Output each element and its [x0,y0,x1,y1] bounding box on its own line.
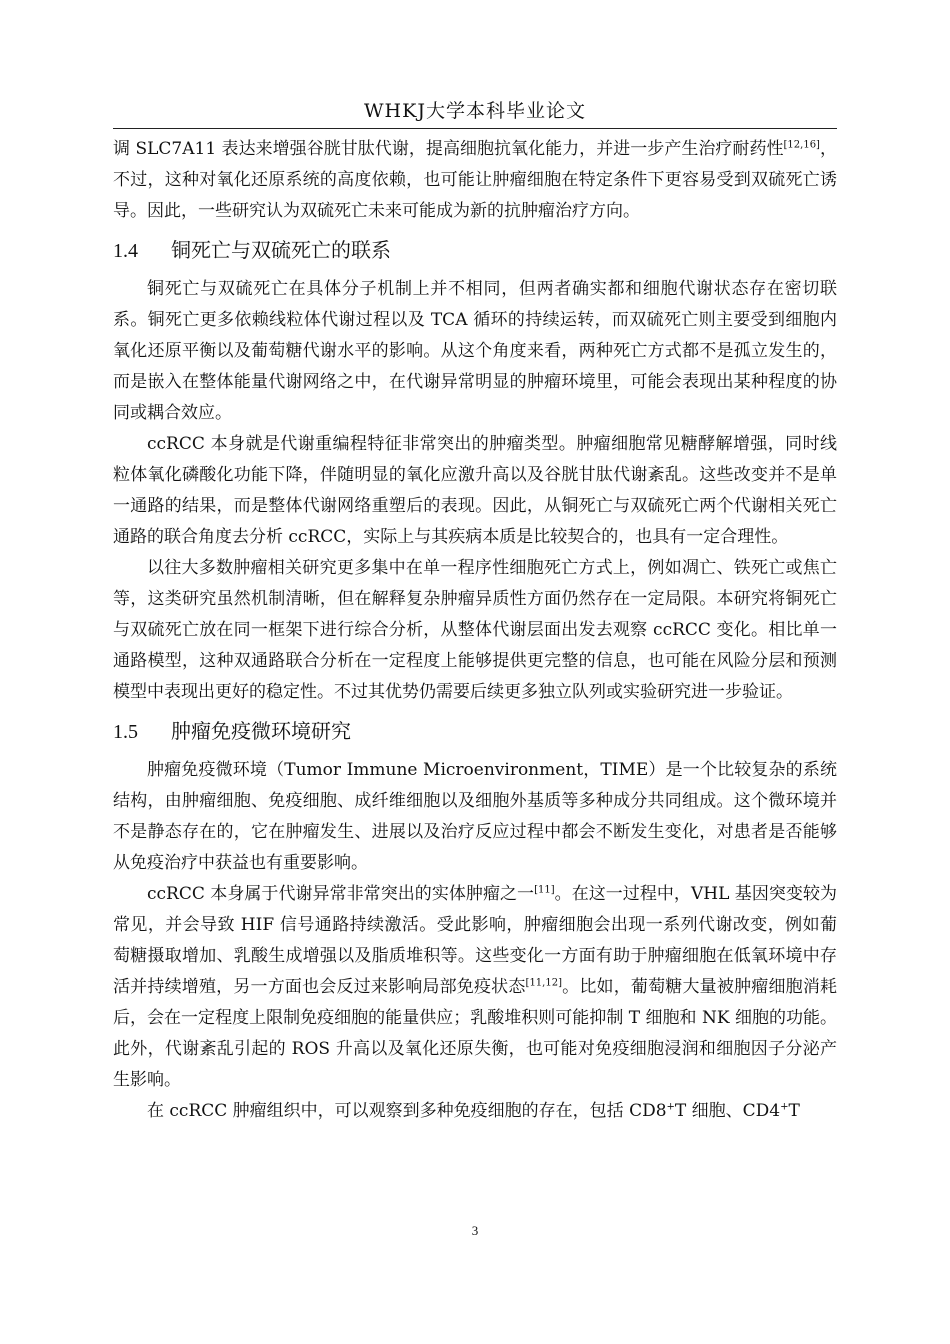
citation: [11,12] [525,977,562,989]
page-number: 3 [471,1223,479,1238]
running-header: WHKJ大学本科毕业论文 [364,100,586,122]
paragraph-continued: 调 SLC7A11 表达来增强谷胱甘肽代谢，提高细胞抗氧化能力，并进一步产生治疗耐药性[12,16]，不过，这种对氧化还原系统的高度依赖，也可能让肿瘤细胞在特定条件下更容易受到双硫死亡诱导。因此，一些研究认为双硫死亡未来可能成为新的抗肿瘤治疗方向。 [113,139,837,221]
citation: [12,16] [783,139,820,151]
superscript: + [780,1101,789,1113]
section-title: 肿瘤免疫微环境研究 [171,719,351,743]
paragraph: 肿瘤免疫微环境（Tumor Immune Microenvironment，TIME）是一个比较复杂的系统结构，由肿瘤细胞、免疫细胞、成纤维细胞以及细胞外基质等多种成分共同组成。这个微环境并不是静态存在的，它在肿瘤发生、进展以及治疗反应过程中都会不断发生变化，对患者是否能够从免疫治疗中获益也有重要影响。 [113,760,837,873]
section-title: 铜死亡与双硫死亡的联系 [171,238,391,262]
header-rule [113,128,837,129]
paragraph: 铜死亡与双硫死亡在具体分子机制上并不相同，但两者确实都和细胞代谢状态存在密切联系。铜死亡更多依赖线粒体代谢过程以及 TCA 循环的持续运转，而双硫死亡则主要受到细胞内氧化还原平衡以及葡萄糖代谢水平的影响。从这个角度来看，两种死亡方式都不是孤立发生的，而是嵌入在整体能量代谢网络之中，在代谢异常明显的肿瘤环境里，可能会表现出某种程度的协同或耦合效应。 [113,279,837,423]
paragraph: 以往大多数肿瘤相关研究更多集中在单一程序性细胞死亡方式上，例如凋亡、铁死亡或焦亡等，这类研究虽然机制清晰，但在解释复杂肿瘤异质性方面仍然存在一定局限。本研究将铜死亡与双硫死亡放在同一框架下进行综合分析，从整体代谢层面出发去观察 ccRCC 变化。相比单一通路模型，这种双通路联合分析在一定程度上能够提供更完整的信息，也可能在风险分层和预测模型中表现出更好的稳定性。不过其优势仍需要后续更多独立队列或实验研究进一步验证。 [113,558,837,702]
section-number: 1.4 [113,240,138,262]
citation: [11] [534,884,555,896]
section-heading-1-5 [113,712,837,751]
paragraph: ccRCC 本身属于代谢异常非常突出的实体肿瘤之一[11]。在这一过程中，VHL 基因突变较为常见，并会导致 HIF 信号通路持续激活。受此影响，肿瘤细胞会出现一系列代谢改变，例如葡萄糖摄取增加、乳酸生成增强以及脂质堆积等。这些变化一方面有助于肿瘤细胞在低氧环境中存活并持续增殖，另一方面也会反过来影响局部免疫状态[11,12]。比如，葡萄糖大量被肿瘤细胞消耗后，会在一定程度上限制免疫细胞的能量供应；乳酸堆积则可能抑制 T 细胞和 NK 细胞的功能。此外，代谢紊乱引起的 ROS 升高以及氧化还原失衡，也可能对免疫细胞浸润和细胞因子分泌产生影响。 [113,884,838,1090]
superscript: + [666,1101,675,1113]
paragraph: 在 ccRCC 肿瘤组织中，可以观察到多种免疫细胞的存在，包括 CD8+T 细胞、CD4+T [147,1101,800,1121]
body-text [113,134,837,1127]
paragraph: ccRCC 本身就是代谢重编程特征非常突出的肿瘤类型。肿瘤细胞常见糖酵解增强，同时线粒体氧化磷酸化功能下降，伴随明显的氧化应激升高以及谷胱甘肽代谢紊乱。这些改变并不是单一通路的结果，而是整体代谢网络重塑后的表现。因此，从铜死亡与双硫死亡两个代谢相关死亡通路的联合角度去分析 ccRCC，实际上与其疾病本质是比较契合的，也具有一定合理性。 [113,434,837,547]
section-number: 1.5 [113,721,138,743]
section-heading-1-4 [113,231,837,270]
